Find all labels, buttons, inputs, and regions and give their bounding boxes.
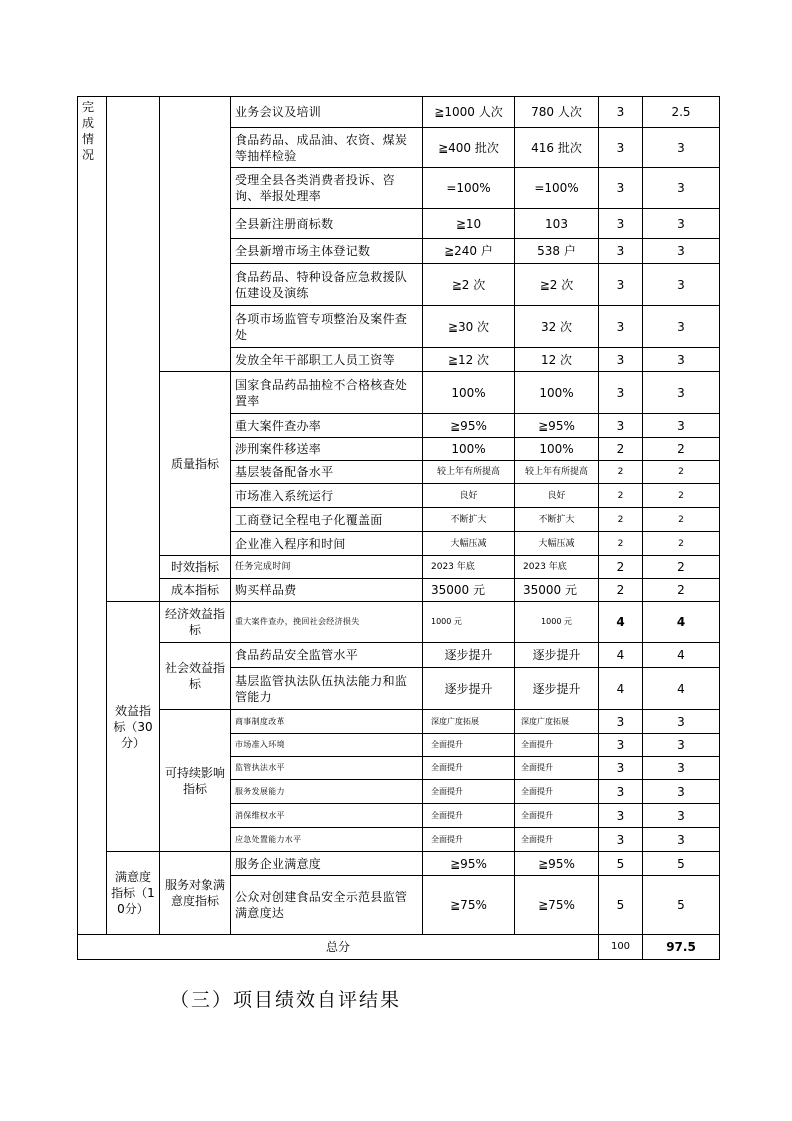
- score-cell: 2: [643, 438, 720, 461]
- indicator-cell: 涉刑案件移送率: [231, 438, 423, 461]
- actual-cell: 逐步提升: [515, 668, 599, 710]
- table-row: [78, 97, 720, 128]
- target-cell: 逐步提升: [423, 668, 515, 710]
- indicator-cell: 市场准入环境: [231, 734, 423, 757]
- target-cell: 深度广度拓展: [423, 710, 515, 734]
- indicator-cell: 服务发展能力: [231, 780, 423, 804]
- score-cell: 2: [643, 556, 720, 579]
- subcat-cell: 服务对象满意度指标: [160, 852, 231, 935]
- weight-cell: 5: [599, 852, 643, 876]
- indicator-cell: 购买样品费: [231, 579, 423, 602]
- actual-cell: 不断扩大: [515, 508, 599, 532]
- indicator-cell: 基层装备配备水平: [231, 461, 423, 484]
- actual-cell: 较上年有所提高: [515, 461, 599, 484]
- score-cell: 3: [643, 209, 720, 239]
- indicator-cell: 重大案件查办，挽回社会经济损失: [231, 602, 423, 643]
- score-cell: 3: [643, 710, 720, 734]
- total-weight: 100: [599, 935, 643, 960]
- weight-cell: 2: [599, 484, 643, 508]
- indicator-cell: 监管执法水平: [231, 757, 423, 780]
- section-heading: （三）项目绩效自评结果: [170, 989, 402, 1011]
- indicator-cell: 消保维权水平: [231, 804, 423, 828]
- total-score: 97.5: [643, 935, 720, 960]
- weight-cell: 3: [599, 348, 643, 372]
- indicator-cell: 食品药品、成品油、农资、煤炭等抽样检验: [231, 128, 423, 168]
- target-cell: ≧10: [423, 209, 515, 239]
- weight-cell: 3: [599, 780, 643, 804]
- indicator-cell: 食品药品、特种设备应急救援队伍建设及演练: [231, 264, 423, 306]
- target-cell: 全面提升: [423, 804, 515, 828]
- target-cell: 全面提升: [423, 828, 515, 852]
- weight-cell: 2: [599, 461, 643, 484]
- indicator-cell: 服务企业满意度: [231, 852, 423, 876]
- actual-cell: 全面提升: [515, 828, 599, 852]
- weight-cell: 3: [599, 97, 643, 128]
- actual-cell: 416 批次: [515, 128, 599, 168]
- weight-cell: 3: [599, 804, 643, 828]
- target-cell: 全面提升: [423, 757, 515, 780]
- actual-cell: =100%: [515, 168, 599, 209]
- indicator-cell: 食品药品安全监管水平: [231, 643, 423, 668]
- table-row: [78, 643, 720, 668]
- score-cell: 3: [643, 306, 720, 348]
- target-cell: 35000 元: [423, 579, 515, 602]
- target-cell: ≧95%: [423, 852, 515, 876]
- actual-cell: 逐步提升: [515, 643, 599, 668]
- subcat-cell: 社会效益指标: [160, 643, 231, 710]
- score-cell: 4: [643, 602, 720, 643]
- total-label: 总分: [78, 935, 599, 960]
- group-cell-satisfaction: 满意度指标（10分）: [107, 852, 160, 935]
- weight-cell: 3: [599, 209, 643, 239]
- weight-cell: 3: [599, 828, 643, 852]
- score-cell: 3: [643, 414, 720, 438]
- weight-cell: 2: [599, 579, 643, 602]
- weight-cell: 3: [599, 128, 643, 168]
- indicator-cell: 国家食品药品抽检不合格核查处置率: [231, 372, 423, 414]
- target-cell: 100%: [423, 372, 515, 414]
- actual-cell: 全面提升: [515, 734, 599, 757]
- indicator-cell: 公众对创建食品安全示范县监管满意度达: [231, 876, 423, 935]
- actual-cell: 2023 年底: [515, 556, 599, 579]
- weight-cell: 4: [599, 643, 643, 668]
- target-cell: ≧30 次: [423, 306, 515, 348]
- table-row: [78, 710, 720, 734]
- weight-cell: 3: [599, 414, 643, 438]
- group-cell-benefit: 效益指标（30分）: [107, 602, 160, 852]
- target-cell: 大幅压减: [423, 532, 515, 556]
- indicator-cell: 应急处置能力水平: [231, 828, 423, 852]
- target-cell: 1000 元: [423, 602, 515, 643]
- actual-cell: 全面提升: [515, 780, 599, 804]
- score-cell: 4: [643, 668, 720, 710]
- score-cell: 3: [643, 168, 720, 209]
- subcat-cell: 成本指标: [160, 579, 231, 602]
- target-cell: 2023 年底: [423, 556, 515, 579]
- indicator-cell: 任务完成时间: [231, 556, 423, 579]
- weight-cell: 2: [599, 556, 643, 579]
- subcat-cell-quantity: [160, 97, 231, 372]
- weight-cell: 4: [599, 602, 643, 643]
- indicator-cell: 全县新增市场主体登记数: [231, 239, 423, 264]
- weight-cell: 3: [599, 306, 643, 348]
- indicator-cell: 业务会议及培训: [231, 97, 423, 128]
- indicator-cell: 商事制度改革: [231, 710, 423, 734]
- actual-cell: 100%: [515, 438, 599, 461]
- actual-cell: ≧2 次: [515, 264, 599, 306]
- indicator-cell: 受理全县各类消费者投诉、咨询、举报处理率: [231, 168, 423, 209]
- actual-cell: 1000 元: [515, 602, 599, 643]
- target-cell: 全面提升: [423, 780, 515, 804]
- subcat-cell: 可持续影响指标: [160, 710, 231, 852]
- category-cell: 完成情况: [78, 97, 107, 602]
- actual-cell: 12 次: [515, 348, 599, 372]
- target-cell: ≧95%: [423, 414, 515, 438]
- weight-cell: 3: [599, 757, 643, 780]
- score-cell: 3: [643, 264, 720, 306]
- target-cell: 较上年有所提高: [423, 461, 515, 484]
- score-cell: 5: [643, 876, 720, 935]
- target-cell: ≧75%: [423, 876, 515, 935]
- target-cell: ≧2 次: [423, 264, 515, 306]
- score-cell: 2: [643, 484, 720, 508]
- target-cell: 良好: [423, 484, 515, 508]
- table-row: [78, 372, 720, 414]
- total-row: [78, 935, 720, 960]
- score-cell: 3: [643, 804, 720, 828]
- actual-cell: 深度广度拓展: [515, 710, 599, 734]
- indicator-cell: 市场准入系统运行: [231, 484, 423, 508]
- score-cell: 2: [643, 532, 720, 556]
- target-cell: =100%: [423, 168, 515, 209]
- weight-cell: 2: [599, 508, 643, 532]
- score-cell: 3: [643, 128, 720, 168]
- target-cell: ≧12 次: [423, 348, 515, 372]
- actual-cell: ≧95%: [515, 852, 599, 876]
- score-cell: 3: [643, 734, 720, 757]
- indicator-cell: 工商登记全程电子化覆盖面: [231, 508, 423, 532]
- weight-cell: 3: [599, 710, 643, 734]
- score-cell: 3: [643, 757, 720, 780]
- table-row: [78, 602, 720, 643]
- weight-cell: 2: [599, 438, 643, 461]
- weight-cell: 5: [599, 876, 643, 935]
- table-row: [78, 556, 720, 579]
- indicator-cell: 各项市场监管专项整治及案件查处: [231, 306, 423, 348]
- target-cell: 全面提升: [423, 734, 515, 757]
- score-cell: 2.5: [643, 97, 720, 128]
- score-cell: 3: [643, 780, 720, 804]
- performance-table: [77, 96, 720, 960]
- subcat-cell: 时效指标: [160, 556, 231, 579]
- indicator-cell: 发放全年干部职工人员工资等: [231, 348, 423, 372]
- score-cell: 3: [643, 239, 720, 264]
- score-cell: 2: [643, 508, 720, 532]
- indicator-cell: 重大案件查办率: [231, 414, 423, 438]
- weight-cell: 3: [599, 168, 643, 209]
- actual-cell: 全面提升: [515, 757, 599, 780]
- actual-cell: 100%: [515, 372, 599, 414]
- actual-cell: 全面提升: [515, 804, 599, 828]
- score-cell: 3: [643, 372, 720, 414]
- target-cell: 逐步提升: [423, 643, 515, 668]
- target-cell: ≧1000 人次: [423, 97, 515, 128]
- score-cell: 4: [643, 643, 720, 668]
- subcat-cell: 质量指标: [160, 372, 231, 556]
- group-cell-output: [107, 97, 160, 602]
- score-cell: 2: [643, 579, 720, 602]
- actual-cell: 32 次: [515, 306, 599, 348]
- target-cell: ≧240 户: [423, 239, 515, 264]
- score-cell: 5: [643, 852, 720, 876]
- weight-cell: 3: [599, 264, 643, 306]
- score-cell: 2: [643, 461, 720, 484]
- actual-cell: ≧95%: [515, 414, 599, 438]
- target-cell: 100%: [423, 438, 515, 461]
- table-row: [78, 579, 720, 602]
- score-cell: 3: [643, 348, 720, 372]
- score-cell: 3: [643, 828, 720, 852]
- indicator-cell: 企业准入程序和时间: [231, 532, 423, 556]
- actual-cell: 780 人次: [515, 97, 599, 128]
- actual-cell: 良好: [515, 484, 599, 508]
- target-cell: 不断扩大: [423, 508, 515, 532]
- indicator-cell: 基层监管执法队伍执法能力和监管能力: [231, 668, 423, 710]
- indicator-cell: 全县新注册商标数: [231, 209, 423, 239]
- actual-cell: 大幅压减: [515, 532, 599, 556]
- weight-cell: 3: [599, 239, 643, 264]
- category-cell-continued: [78, 602, 107, 935]
- weight-cell: 2: [599, 532, 643, 556]
- table-row: [78, 852, 720, 876]
- target-cell: ≧400 批次: [423, 128, 515, 168]
- subcat-cell: 经济效益指标: [160, 602, 231, 643]
- weight-cell: 4: [599, 668, 643, 710]
- weight-cell: 3: [599, 734, 643, 757]
- actual-cell: 35000 元: [515, 579, 599, 602]
- actual-cell: ≧75%: [515, 876, 599, 935]
- actual-cell: 538 户: [515, 239, 599, 264]
- actual-cell: 103: [515, 209, 599, 239]
- weight-cell: 3: [599, 372, 643, 414]
